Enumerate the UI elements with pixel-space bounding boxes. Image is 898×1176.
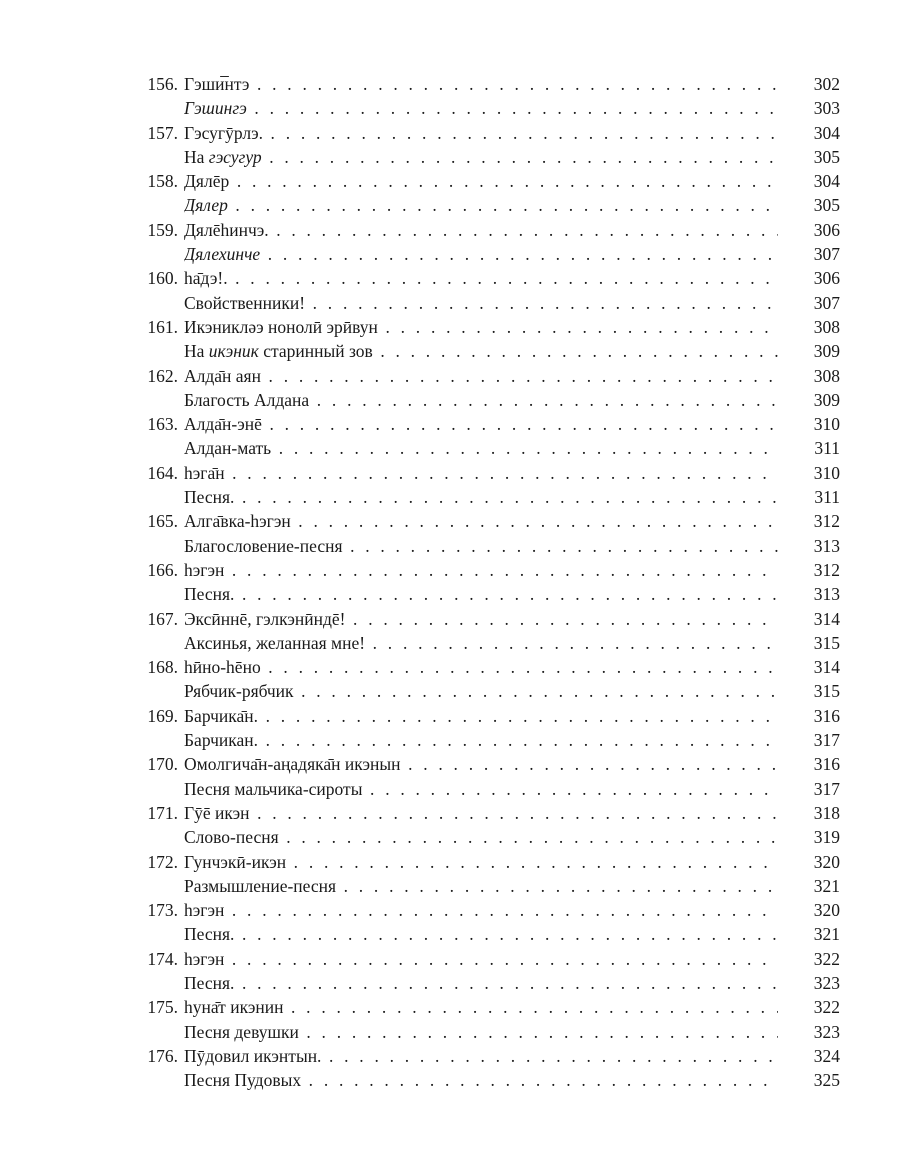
entry-title: Гэсугӯрлэ. . . . — [184, 121, 778, 145]
toc-entry-original-line — [128, 315, 844, 339]
entry-translation-page-number: 323 — [813, 1021, 840, 1042]
toc-entry-translation-line — [128, 1068, 844, 1092]
entry-translation — [184, 291, 778, 315]
translation-text: Песня девушки — [184, 1021, 299, 1042]
entry-translation — [184, 534, 778, 558]
toc-entry-original-line — [128, 121, 844, 145]
toc-entry-translation-line — [128, 242, 844, 266]
entry-title: Алга̄вка-һэгэн . . . — [184, 509, 778, 533]
entry-title: Омолгича̄н-аңадяка̄н икэнын . . . — [184, 752, 778, 776]
entry-translation — [184, 339, 778, 363]
entry-title: Дялēр . . . — [184, 169, 778, 193]
entry-number: 166. — [147, 559, 178, 580]
toc-entry-translation-line — [128, 679, 844, 703]
toc-entry — [128, 121, 844, 170]
toc-entry-translation-line — [128, 193, 844, 217]
entry-page-number: 308 — [813, 316, 840, 337]
entry-translation — [184, 1068, 778, 1092]
entry-translation-page-number: 305 — [813, 146, 840, 167]
toc-entry — [128, 898, 844, 947]
toc-entry — [128, 364, 844, 413]
table-of-contents — [128, 72, 844, 1092]
translation-text: Слово-песня — [184, 827, 279, 848]
entry-title: һэгэн . . . — [184, 558, 778, 582]
toc-entry-translation-line — [128, 582, 844, 606]
entry-number: 165. — [147, 511, 178, 532]
entry-title: Гунчэкӣ-икэн . . . — [184, 850, 778, 874]
entry-number: 172. — [147, 851, 178, 872]
entry-translation — [184, 582, 778, 606]
toc-entry-original-line — [128, 72, 844, 96]
entry-number: 175. — [147, 997, 178, 1018]
entry-number: 176. — [147, 1045, 178, 1066]
toc-entry — [128, 1044, 844, 1093]
entry-page-number: 306 — [813, 268, 840, 289]
entry-translation — [184, 436, 778, 460]
entry-translation-page-number: 307 — [813, 292, 840, 313]
toc-entry-original-line — [128, 218, 844, 242]
toc-entry-translation-line — [128, 388, 844, 412]
entry-title: Икэникләэ нонолӣ эрӣвун . . . — [184, 315, 778, 339]
entry-page-number: 306 — [813, 219, 840, 240]
entry-number: 168. — [147, 657, 178, 678]
translation-text: Барчикан. — [184, 730, 259, 751]
toc-entry-original-line — [128, 558, 844, 582]
toc-entry-original-line — [128, 752, 844, 776]
translation-text: Аксинья, желанная мне! — [184, 632, 366, 653]
entry-translation-page-number: 309 — [813, 341, 840, 362]
toc-entry-translation-line — [128, 631, 844, 655]
toc-entry-original-line — [128, 266, 844, 290]
entry-number: 174. — [147, 948, 178, 969]
entry-translation-page-number: 307 — [813, 244, 840, 265]
entry-translation-page-number: 311 — [814, 487, 840, 508]
entry-translation — [184, 145, 778, 169]
entry-translation — [184, 631, 778, 655]
entry-page-number: 324 — [813, 1045, 840, 1066]
translation-text-tail: старинный зов — [258, 341, 373, 362]
toc-entry — [128, 801, 844, 850]
toc-entry-original-line — [128, 947, 844, 971]
toc-entry-translation-line — [128, 291, 844, 315]
entry-page-number: 304 — [813, 122, 840, 143]
entry-number: 171. — [147, 802, 178, 823]
entry-page-number: 322 — [813, 997, 840, 1018]
entry-translation-page-number: 309 — [813, 389, 840, 410]
toc-entry-translation-line — [128, 825, 844, 849]
toc-entry-original-line — [128, 461, 844, 485]
translation-italic-term: Дялер — [184, 195, 228, 216]
toc-entry-original-line — [128, 995, 844, 1019]
translation-text: Песня. — [184, 487, 235, 508]
entry-title: Дялēһинчэ. . . . — [184, 218, 778, 242]
entry-translation-page-number: 305 — [813, 195, 840, 216]
entry-translation-page-number: 313 — [813, 535, 840, 556]
translation-italic-term: икэник — [208, 341, 259, 362]
entry-title: Гӯē икэн . . . — [184, 801, 778, 825]
entry-number: 164. — [147, 462, 178, 483]
entry-page-number: 322 — [813, 948, 840, 969]
entry-translation — [184, 825, 778, 849]
entry-page-number: 316 — [813, 705, 840, 726]
entry-translation-page-number: 319 — [813, 827, 840, 848]
entry-translation-page-number: 321 — [813, 924, 840, 945]
toc-entry-original-line — [128, 364, 844, 388]
entry-translation-page-number: 315 — [813, 632, 840, 653]
entry-page-number: 316 — [813, 754, 840, 775]
entry-page-number: 304 — [813, 171, 840, 192]
entry-number: 169. — [147, 705, 178, 726]
entry-translation — [184, 971, 778, 995]
entry-translation — [184, 485, 778, 509]
toc-entry-translation-line — [128, 728, 844, 752]
toc-entry-original-line — [128, 412, 844, 436]
toc-entry — [128, 218, 844, 267]
entry-translation — [184, 193, 778, 217]
entry-page-number: 320 — [813, 900, 840, 921]
entry-page-number: 314 — [813, 657, 840, 678]
entry-number: 163. — [147, 414, 178, 435]
entry-number: 158. — [147, 171, 178, 192]
translation-italic-term: гэсугур — [208, 146, 262, 167]
toc-entry-original-line — [128, 850, 844, 874]
entry-number: 161. — [147, 316, 178, 337]
entry-page-number: 312 — [813, 511, 840, 532]
entry-page-number: 310 — [813, 462, 840, 483]
toc-entry — [128, 461, 844, 510]
entry-number: 160. — [147, 268, 178, 289]
translation-text: Песня мальчика-сироты — [184, 778, 363, 799]
toc-entry — [128, 169, 844, 218]
entry-number: 167. — [147, 608, 178, 629]
entry-translation-page-number: 303 — [813, 98, 840, 119]
translation-text: На — [184, 146, 209, 167]
toc-entry-translation-line — [128, 96, 844, 120]
entry-number: 156. — [147, 74, 178, 94]
entry-page-number: 308 — [813, 365, 840, 386]
entry-title: Алда̄н-энē . . . — [184, 412, 778, 436]
toc-entry — [128, 72, 844, 121]
toc-entry-original-line — [128, 655, 844, 679]
entry-number: 162. — [147, 365, 178, 386]
toc-entry — [128, 704, 844, 753]
toc-entry-original-line — [128, 704, 844, 728]
entry-title: һуна̄т икэнин . . . — [184, 995, 778, 1019]
entry-translation-page-number: 325 — [813, 1070, 840, 1091]
toc-entry — [128, 558, 844, 607]
entry-title: Гэши̅нтэ . . . — [184, 72, 778, 96]
toc-entry-translation-line — [128, 485, 844, 509]
translation-text: Свойственники! — [184, 292, 306, 313]
toc-entry-translation-line — [128, 534, 844, 558]
translation-text: На — [184, 341, 209, 362]
entry-title: Эксӣннē, гэлкэнӣндē! . . . — [184, 607, 778, 631]
entry-translation-page-number: 317 — [813, 778, 840, 799]
entry-title: һӣно-һēно . . . — [184, 655, 778, 679]
toc-entry-translation-line — [128, 145, 844, 169]
entry-translation — [184, 388, 778, 412]
toc-entry — [128, 315, 844, 364]
entry-number: 159. — [147, 219, 178, 240]
toc-entry — [128, 509, 844, 558]
translation-text: Песня. — [184, 972, 235, 993]
entry-translation-page-number: 317 — [813, 730, 840, 751]
entry-title: һэгэн . . . — [184, 947, 778, 971]
entry-translation — [184, 922, 778, 946]
entry-page-number: 302 — [813, 74, 840, 94]
entry-translation-page-number: 311 — [814, 438, 840, 459]
toc-entry — [128, 655, 844, 704]
toc-entry-original-line — [128, 898, 844, 922]
entry-number: 170. — [147, 754, 178, 775]
entry-page-number: 314 — [813, 608, 840, 629]
entry-number: 157. — [147, 122, 178, 143]
translation-text: Благословение-песня — [184, 535, 343, 556]
entry-translation — [184, 1020, 778, 1044]
toc-entry-original-line — [128, 801, 844, 825]
toc-entry-translation-line — [128, 971, 844, 995]
entry-title: һа̄дэ!. . . . — [184, 266, 778, 290]
toc-entry-translation-line — [128, 339, 844, 363]
translation-text: Благость Алдана — [184, 389, 310, 410]
entry-title: Алда̄н аян . . . — [184, 364, 778, 388]
entry-page-number: 312 — [813, 559, 840, 580]
toc-entry — [128, 266, 844, 315]
entry-title: Пӯдовил икэнтын. . . . — [184, 1044, 778, 1068]
toc-entry — [128, 947, 844, 996]
toc-entry-translation-line — [128, 874, 844, 898]
entry-title: Барчика̄н. . . . — [184, 704, 778, 728]
entry-translation — [184, 874, 778, 898]
translation-text: Алдан-мать — [184, 438, 272, 459]
toc-entry-original-line — [128, 607, 844, 631]
toc-entry-translation-line — [128, 436, 844, 460]
translation-text: Размышление-песня — [184, 875, 337, 896]
translation-text: Песня. — [184, 924, 235, 945]
entry-page-number: 310 — [813, 414, 840, 435]
entry-translation — [184, 728, 778, 752]
entry-page-number: 320 — [813, 851, 840, 872]
translation-italic-term: Дялехинче — [184, 244, 261, 265]
toc-entry — [128, 850, 844, 899]
entry-translation-page-number: 323 — [813, 972, 840, 993]
toc-entry — [128, 412, 844, 461]
entry-title: һэга̄н . . . — [184, 461, 778, 485]
entry-translation — [184, 679, 778, 703]
entry-translation-page-number: 315 — [813, 681, 840, 702]
translation-text: Рябчик-рябчик — [184, 681, 294, 702]
entry-translation — [184, 242, 778, 266]
toc-entry-original-line — [128, 169, 844, 193]
toc-entry — [128, 752, 844, 801]
translation-italic-term: Гэшингэ — [184, 98, 247, 119]
entry-translation — [184, 777, 778, 801]
toc-entry-original-line — [128, 509, 844, 533]
toc-entry — [128, 607, 844, 656]
entry-translation-page-number: 313 — [813, 584, 840, 605]
toc-entry-original-line — [128, 1044, 844, 1068]
toc-entry-translation-line — [128, 777, 844, 801]
toc-entry-translation-line — [128, 922, 844, 946]
entry-translation — [184, 96, 778, 120]
toc-entry-translation-line — [128, 1020, 844, 1044]
entry-title: һэгэн . . . — [184, 898, 778, 922]
translation-text: Песня Пудовых — [184, 1070, 302, 1091]
entry-page-number: 318 — [813, 802, 840, 823]
translation-text: Песня. — [184, 584, 235, 605]
entry-number: 173. — [147, 900, 178, 921]
toc-entry — [128, 995, 844, 1044]
entry-translation-page-number: 321 — [813, 875, 840, 896]
